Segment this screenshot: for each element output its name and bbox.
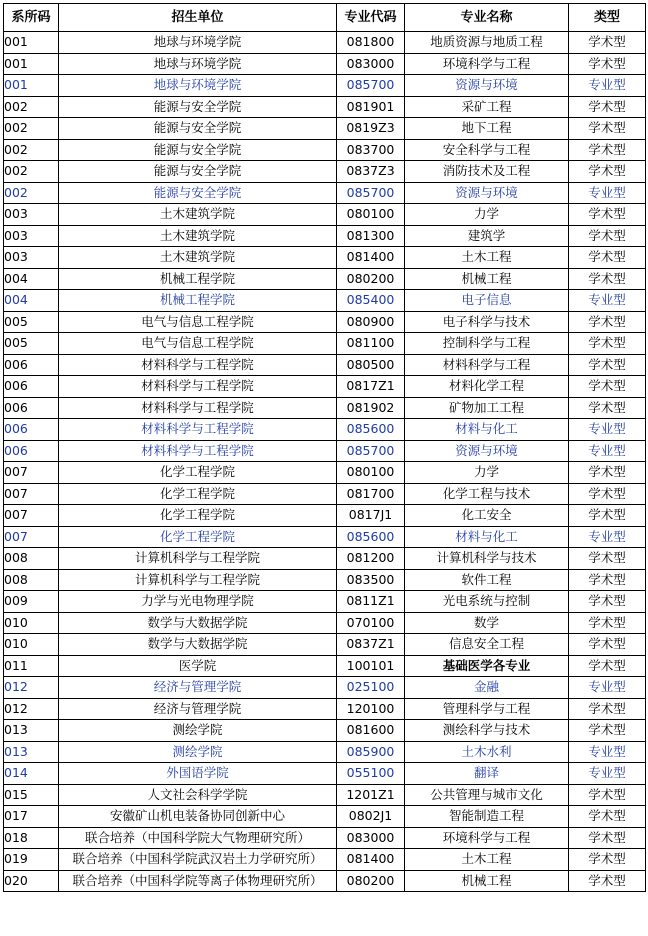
major-name-cell: 建筑学 — [405, 225, 569, 247]
dept-code-cell: 002 — [4, 118, 59, 140]
unit-cell: 能源与安全学院 — [59, 118, 337, 140]
unit-cell: 能源与安全学院 — [59, 161, 337, 183]
unit-cell: 计算机科学与工程学院 — [59, 569, 337, 591]
major-code-cell: 081400 — [337, 849, 405, 871]
major-code-cell: 080200 — [337, 870, 405, 892]
dept-code-cell: 007 — [4, 462, 59, 484]
dept-code-cell: 004 — [4, 290, 59, 312]
dept-code-cell: 011 — [4, 655, 59, 677]
dept-code-cell: 010 — [4, 634, 59, 656]
major-name-cell: 电子信息 — [405, 290, 569, 312]
unit-cell: 材料科学与工程学院 — [59, 376, 337, 398]
major-name-cell: 基础医学各专业 — [405, 655, 569, 677]
major-code-cell: 100101 — [337, 655, 405, 677]
unit-cell: 力学与光电物理学院 — [59, 591, 337, 613]
major-name-cell: 材料化学工程 — [405, 376, 569, 398]
dept-code-cell: 004 — [4, 268, 59, 290]
table-row — [4, 569, 646, 591]
major-name-cell: 智能制造工程 — [405, 806, 569, 828]
dept-code-cell: 001 — [4, 75, 59, 97]
major-code-cell: 080100 — [337, 462, 405, 484]
type-cell: 学术型 — [569, 333, 646, 355]
type-cell: 学术型 — [569, 827, 646, 849]
major-name-cell: 地下工程 — [405, 118, 569, 140]
major-name-cell: 资源与环境 — [405, 75, 569, 97]
major-name-cell: 土木水利 — [405, 741, 569, 763]
type-cell: 学术型 — [569, 548, 646, 570]
major-name-cell: 机械工程 — [405, 268, 569, 290]
table-body — [4, 32, 646, 892]
major-name-cell: 公共管理与城市文化 — [405, 784, 569, 806]
major-code-cell: 080100 — [337, 204, 405, 226]
type-cell: 学术型 — [569, 247, 646, 269]
major-code-cell: 081100 — [337, 333, 405, 355]
type-cell: 学术型 — [569, 655, 646, 677]
major-name-cell: 资源与环境 — [405, 182, 569, 204]
unit-cell: 地球与环境学院 — [59, 32, 337, 54]
major-name-cell: 数学 — [405, 612, 569, 634]
type-cell: 专业型 — [569, 440, 646, 462]
unit-cell: 人文社会科学学院 — [59, 784, 337, 806]
table-row — [4, 290, 646, 312]
unit-cell: 电气与信息工程学院 — [59, 311, 337, 333]
table-row — [4, 784, 646, 806]
dept-code-cell: 001 — [4, 53, 59, 75]
table-row — [4, 32, 646, 54]
type-cell: 学术型 — [569, 118, 646, 140]
header-dept-code: 系所码 — [4, 4, 59, 32]
table-row — [4, 849, 646, 871]
unit-cell: 经济与管理学院 — [59, 698, 337, 720]
admissions-major-table — [3, 3, 646, 892]
dept-code-cell: 006 — [4, 419, 59, 441]
major-name-cell: 控制科学与工程 — [405, 333, 569, 355]
major-code-cell: 081902 — [337, 397, 405, 419]
dept-code-cell: 018 — [4, 827, 59, 849]
major-name-cell: 消防技术及工程 — [405, 161, 569, 183]
major-code-cell: 081300 — [337, 225, 405, 247]
dept-code-cell: 005 — [4, 311, 59, 333]
type-cell: 学术型 — [569, 462, 646, 484]
unit-cell: 化学工程学院 — [59, 526, 337, 548]
type-cell: 专业型 — [569, 763, 646, 785]
major-name-cell: 安全科学与工程 — [405, 139, 569, 161]
type-cell: 学术型 — [569, 161, 646, 183]
major-name-cell: 材料与化工 — [405, 526, 569, 548]
unit-cell: 机械工程学院 — [59, 290, 337, 312]
type-cell: 学术型 — [569, 698, 646, 720]
unit-cell: 安徽矿山机电装备协同创新中心 — [59, 806, 337, 828]
major-code-cell: 0811Z1 — [337, 591, 405, 613]
unit-cell: 化学工程学院 — [59, 462, 337, 484]
type-cell: 专业型 — [569, 182, 646, 204]
unit-cell: 材料科学与工程学院 — [59, 354, 337, 376]
major-name-cell: 测绘科学与技术 — [405, 720, 569, 742]
type-cell: 专业型 — [569, 75, 646, 97]
type-cell: 学术型 — [569, 32, 646, 54]
dept-code-cell: 006 — [4, 376, 59, 398]
type-cell: 学术型 — [569, 483, 646, 505]
dept-code-cell: 001 — [4, 32, 59, 54]
dept-code-cell: 012 — [4, 698, 59, 720]
major-name-cell: 金融 — [405, 677, 569, 699]
type-cell: 学术型 — [569, 354, 646, 376]
unit-cell: 土木建筑学院 — [59, 204, 337, 226]
dept-code-cell: 003 — [4, 225, 59, 247]
unit-cell: 测绘学院 — [59, 741, 337, 763]
header-type: 类型 — [569, 4, 646, 32]
table-row — [4, 806, 646, 828]
unit-cell: 测绘学院 — [59, 720, 337, 742]
table-row — [4, 591, 646, 613]
major-code-cell: 080500 — [337, 354, 405, 376]
major-code-cell: 083000 — [337, 53, 405, 75]
dept-code-cell: 007 — [4, 483, 59, 505]
major-name-cell: 软件工程 — [405, 569, 569, 591]
unit-cell: 化学工程学院 — [59, 505, 337, 527]
dept-code-cell: 002 — [4, 96, 59, 118]
major-name-cell: 资源与环境 — [405, 440, 569, 462]
major-code-cell: 085700 — [337, 440, 405, 462]
type-cell: 学术型 — [569, 870, 646, 892]
major-code-cell: 080200 — [337, 268, 405, 290]
type-cell: 专业型 — [569, 419, 646, 441]
type-cell: 专业型 — [569, 290, 646, 312]
unit-cell: 数学与大数据学院 — [59, 634, 337, 656]
unit-cell: 外国语学院 — [59, 763, 337, 785]
unit-cell: 材料科学与工程学院 — [59, 440, 337, 462]
table-row — [4, 397, 646, 419]
table-row — [4, 870, 646, 892]
type-cell: 学术型 — [569, 784, 646, 806]
type-cell: 学术型 — [569, 225, 646, 247]
unit-cell: 经济与管理学院 — [59, 677, 337, 699]
type-cell: 学术型 — [569, 376, 646, 398]
type-cell: 学术型 — [569, 505, 646, 527]
type-cell: 学术型 — [569, 96, 646, 118]
table-row — [4, 720, 646, 742]
table-row — [4, 655, 646, 677]
type-cell: 专业型 — [569, 741, 646, 763]
table-row — [4, 419, 646, 441]
dept-code-cell: 007 — [4, 505, 59, 527]
unit-cell: 医学院 — [59, 655, 337, 677]
dept-code-cell: 003 — [4, 204, 59, 226]
unit-cell: 能源与安全学院 — [59, 182, 337, 204]
header-major-name: 专业名称 — [405, 4, 569, 32]
major-code-cell: 081901 — [337, 96, 405, 118]
major-name-cell: 计算机科学与技术 — [405, 548, 569, 570]
major-name-cell: 光电系统与控制 — [405, 591, 569, 613]
table-row — [4, 763, 646, 785]
major-code-cell: 055100 — [337, 763, 405, 785]
major-code-cell: 085900 — [337, 741, 405, 763]
major-name-cell: 化工安全 — [405, 505, 569, 527]
major-code-cell: 120100 — [337, 698, 405, 720]
dept-code-cell: 003 — [4, 247, 59, 269]
major-name-cell: 环境科学与工程 — [405, 53, 569, 75]
major-code-cell: 0817Z1 — [337, 376, 405, 398]
unit-cell: 联合培养（中国科学院武汉岩土力学研究所） — [59, 849, 337, 871]
table-row — [4, 612, 646, 634]
table-row — [4, 204, 646, 226]
table-row — [4, 139, 646, 161]
unit-cell: 土木建筑学院 — [59, 247, 337, 269]
table-row — [4, 161, 646, 183]
major-name-cell: 机械工程 — [405, 870, 569, 892]
dept-code-cell: 007 — [4, 526, 59, 548]
major-name-cell: 管理科学与工程 — [405, 698, 569, 720]
type-cell: 学术型 — [569, 806, 646, 828]
header-major-code: 专业代码 — [337, 4, 405, 32]
type-cell: 学术型 — [569, 591, 646, 613]
dept-code-cell: 008 — [4, 548, 59, 570]
table-row — [4, 53, 646, 75]
unit-cell: 计算机科学与工程学院 — [59, 548, 337, 570]
dept-code-cell: 006 — [4, 354, 59, 376]
type-cell: 学术型 — [569, 849, 646, 871]
dept-code-cell: 006 — [4, 397, 59, 419]
major-code-cell: 085600 — [337, 526, 405, 548]
table-row — [4, 526, 646, 548]
major-code-cell: 083500 — [337, 569, 405, 591]
major-code-cell: 081800 — [337, 32, 405, 54]
major-name-cell: 力学 — [405, 204, 569, 226]
table-row — [4, 182, 646, 204]
major-name-cell: 翻译 — [405, 763, 569, 785]
major-code-cell: 081700 — [337, 483, 405, 505]
table-row — [4, 354, 646, 376]
major-code-cell: 081200 — [337, 548, 405, 570]
major-code-cell: 0819Z3 — [337, 118, 405, 140]
unit-cell: 联合培养（中国科学院等离子体物理研究所） — [59, 870, 337, 892]
table-row — [4, 677, 646, 699]
table-row — [4, 96, 646, 118]
dept-code-cell: 020 — [4, 870, 59, 892]
unit-cell: 地球与环境学院 — [59, 53, 337, 75]
table-row — [4, 247, 646, 269]
major-name-cell: 环境科学与工程 — [405, 827, 569, 849]
unit-cell: 联合培养（中国科学院大气物理研究所） — [59, 827, 337, 849]
dept-code-cell: 009 — [4, 591, 59, 613]
major-name-cell: 采矿工程 — [405, 96, 569, 118]
major-code-cell: 081400 — [337, 247, 405, 269]
table-row — [4, 440, 646, 462]
major-name-cell: 电子科学与技术 — [405, 311, 569, 333]
table-row — [4, 118, 646, 140]
major-name-cell: 信息安全工程 — [405, 634, 569, 656]
table-row — [4, 268, 646, 290]
dept-code-cell: 002 — [4, 161, 59, 183]
table-row — [4, 505, 646, 527]
major-code-cell: 085600 — [337, 419, 405, 441]
major-code-cell: 083000 — [337, 827, 405, 849]
table-row — [4, 311, 646, 333]
dept-code-cell: 013 — [4, 741, 59, 763]
unit-cell: 数学与大数据学院 — [59, 612, 337, 634]
table-header-row — [4, 4, 646, 32]
dept-code-cell: 013 — [4, 720, 59, 742]
unit-cell: 能源与安全学院 — [59, 139, 337, 161]
type-cell: 专业型 — [569, 677, 646, 699]
table-row — [4, 827, 646, 849]
dept-code-cell: 005 — [4, 333, 59, 355]
type-cell: 学术型 — [569, 204, 646, 226]
major-code-cell: 085700 — [337, 182, 405, 204]
major-code-cell: 080900 — [337, 311, 405, 333]
major-name-cell: 化学工程与技术 — [405, 483, 569, 505]
unit-cell: 地球与环境学院 — [59, 75, 337, 97]
major-code-cell: 085700 — [337, 75, 405, 97]
unit-cell: 化学工程学院 — [59, 483, 337, 505]
unit-cell: 材料科学与工程学院 — [59, 419, 337, 441]
dept-code-cell: 002 — [4, 139, 59, 161]
type-cell: 学术型 — [569, 139, 646, 161]
table-row — [4, 376, 646, 398]
type-cell: 学术型 — [569, 268, 646, 290]
type-cell: 学术型 — [569, 612, 646, 634]
unit-cell: 能源与安全学院 — [59, 96, 337, 118]
dept-code-cell: 017 — [4, 806, 59, 828]
dept-code-cell: 012 — [4, 677, 59, 699]
type-cell: 学术型 — [569, 569, 646, 591]
major-code-cell: 081600 — [337, 720, 405, 742]
unit-cell: 电气与信息工程学院 — [59, 333, 337, 355]
table-row — [4, 75, 646, 97]
table-row — [4, 333, 646, 355]
major-name-cell: 材料与化工 — [405, 419, 569, 441]
table-row — [4, 225, 646, 247]
dept-code-cell: 019 — [4, 849, 59, 871]
major-code-cell: 0837Z3 — [337, 161, 405, 183]
table-row — [4, 741, 646, 763]
unit-cell: 机械工程学院 — [59, 268, 337, 290]
major-code-cell: 025100 — [337, 677, 405, 699]
type-cell: 专业型 — [569, 526, 646, 548]
dept-code-cell: 002 — [4, 182, 59, 204]
major-code-cell: 0817J1 — [337, 505, 405, 527]
dept-code-cell: 010 — [4, 612, 59, 634]
major-name-cell: 矿物加工工程 — [405, 397, 569, 419]
dept-code-cell: 015 — [4, 784, 59, 806]
major-name-cell: 材料科学与工程 — [405, 354, 569, 376]
major-name-cell: 地质资源与地质工程 — [405, 32, 569, 54]
major-code-cell: 070100 — [337, 612, 405, 634]
table-row — [4, 483, 646, 505]
unit-cell: 材料科学与工程学院 — [59, 397, 337, 419]
major-code-cell: 085400 — [337, 290, 405, 312]
unit-cell: 土木建筑学院 — [59, 225, 337, 247]
header-unit: 招生单位 — [59, 4, 337, 32]
type-cell: 学术型 — [569, 397, 646, 419]
dept-code-cell: 008 — [4, 569, 59, 591]
type-cell: 学术型 — [569, 53, 646, 75]
major-name-cell: 土木工程 — [405, 247, 569, 269]
major-name-cell: 土木工程 — [405, 849, 569, 871]
dept-code-cell: 006 — [4, 440, 59, 462]
table-row — [4, 634, 646, 656]
type-cell: 学术型 — [569, 311, 646, 333]
major-code-cell: 083700 — [337, 139, 405, 161]
major-code-cell: 1201Z1 — [337, 784, 405, 806]
major-code-cell: 0802J1 — [337, 806, 405, 828]
type-cell: 学术型 — [569, 634, 646, 656]
type-cell: 学术型 — [569, 720, 646, 742]
table-row — [4, 548, 646, 570]
table-row — [4, 462, 646, 484]
major-code-cell: 0837Z1 — [337, 634, 405, 656]
table-row — [4, 698, 646, 720]
dept-code-cell: 014 — [4, 763, 59, 785]
major-name-cell: 力学 — [405, 462, 569, 484]
